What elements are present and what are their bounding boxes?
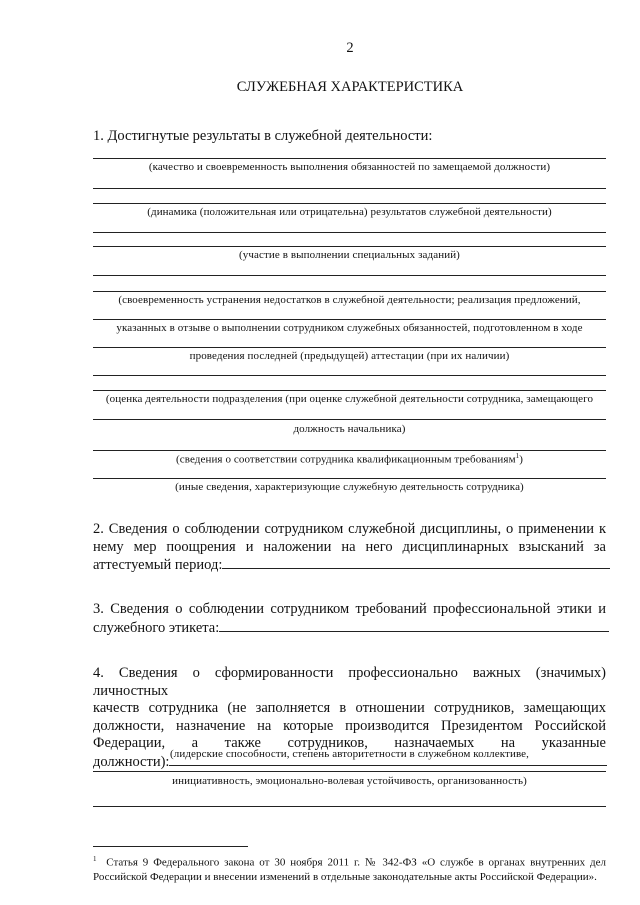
caption-dynamics: (динамика (положительная или отрицательна) результатов служебной деятельности): [147, 206, 552, 218]
caption-deficiencies-3: проведения последней (предыдущей) аттестации (при их наличии): [189, 350, 510, 362]
section3-text: 3. Сведения о соблюдении сотрудником требований профессиональной этики и служебного этикета:: [93, 601, 606, 637]
fill-line[interactable]: [93, 347, 606, 348]
fill-line[interactable]: [93, 291, 606, 292]
page-number: 2: [346, 40, 354, 56]
fill-line[interactable]: [93, 390, 606, 391]
fill-line[interactable]: [93, 419, 606, 420]
caption-leadership: (лидерские способности, степень авторитетности в служебном коллективе,: [170, 748, 529, 760]
section1-heading: 1. Достигнутые результаты в служебной деятельности:: [93, 128, 433, 144]
fill-line[interactable]: [93, 806, 606, 807]
footnote-separator: [93, 846, 248, 847]
discipline-fill-line[interactable]: [222, 556, 610, 569]
fill-line[interactable]: [93, 232, 606, 233]
section4-text: 4. Сведения о сформированности профессионально важных (значимых) личностных качеств сотрудника (не заполняется в отношении сотрудников, замещающих должности, назначение на которые производится Президентом Российской Федерации, а также сотрудников, назначаемых на указанные должности):: [93, 665, 606, 770]
footnote-marker: 1: [93, 855, 97, 863]
document-title: СЛУЖЕБНАЯ ХАРАКТЕРИСТИКА: [236, 79, 464, 95]
section2-text: 2. Сведения о соблюдении сотрудником служебной дисциплины, о применении к нему мер поощрения и наложении на него дисциплинарных взысканий за аттестуемый период:: [93, 521, 606, 575]
caption-special-tasks: (участие в выполнении специальных заданий): [239, 249, 460, 261]
caption-other-info: (иные сведения, характеризующие служебную деятельность сотрудника): [175, 481, 524, 493]
fill-line[interactable]: [93, 375, 606, 376]
caption-unit-assessment-1: (оценка деятельности подразделения (при оценке служебной деятельности сотрудника, замещающего: [105, 393, 594, 405]
fill-line[interactable]: [93, 450, 606, 451]
footnote: $^1$ Статья 9 Федерального закона от 30 ноября 2011 г. № 342-ФЗ «О службе в органах внутренних дел Российской Федерации и внесении изменений в отдельные законодательные акты Российской Федерации».: [93, 855, 607, 883]
caption-initiative: инициативность, эмоционально-волевая устойчивость, организованность): [172, 775, 527, 787]
fill-line[interactable]: [93, 478, 606, 479]
fill-line[interactable]: [93, 203, 606, 204]
fill-line[interactable]: [93, 158, 606, 159]
caption-deficiencies-2: указанных в отзыве о выполнении сотрудником служебных обязанностей, подготовленном в ходе: [116, 322, 583, 334]
fill-line[interactable]: [93, 246, 606, 247]
footnote-ref: 1: [515, 452, 520, 460]
fill-line[interactable]: [93, 188, 606, 189]
caption-deficiencies-1: (своевременность устранения недостатков в служебной деятельности; реализация предложений,: [118, 294, 581, 306]
caption-qualification: (сведения о соответствии сотрудника квалификационным требованиям$^1$): [175, 452, 524, 466]
caption-unit-assessment-2: должность начальника): [293, 423, 406, 435]
ethics-fill-line[interactable]: [219, 619, 609, 632]
fill-line[interactable]: [93, 275, 606, 276]
fill-line[interactable]: [93, 319, 606, 320]
fill-line[interactable]: [93, 771, 606, 772]
caption-quality: (качество и своевременность выполнения обязанностей по замещаемой должности): [148, 161, 551, 173]
